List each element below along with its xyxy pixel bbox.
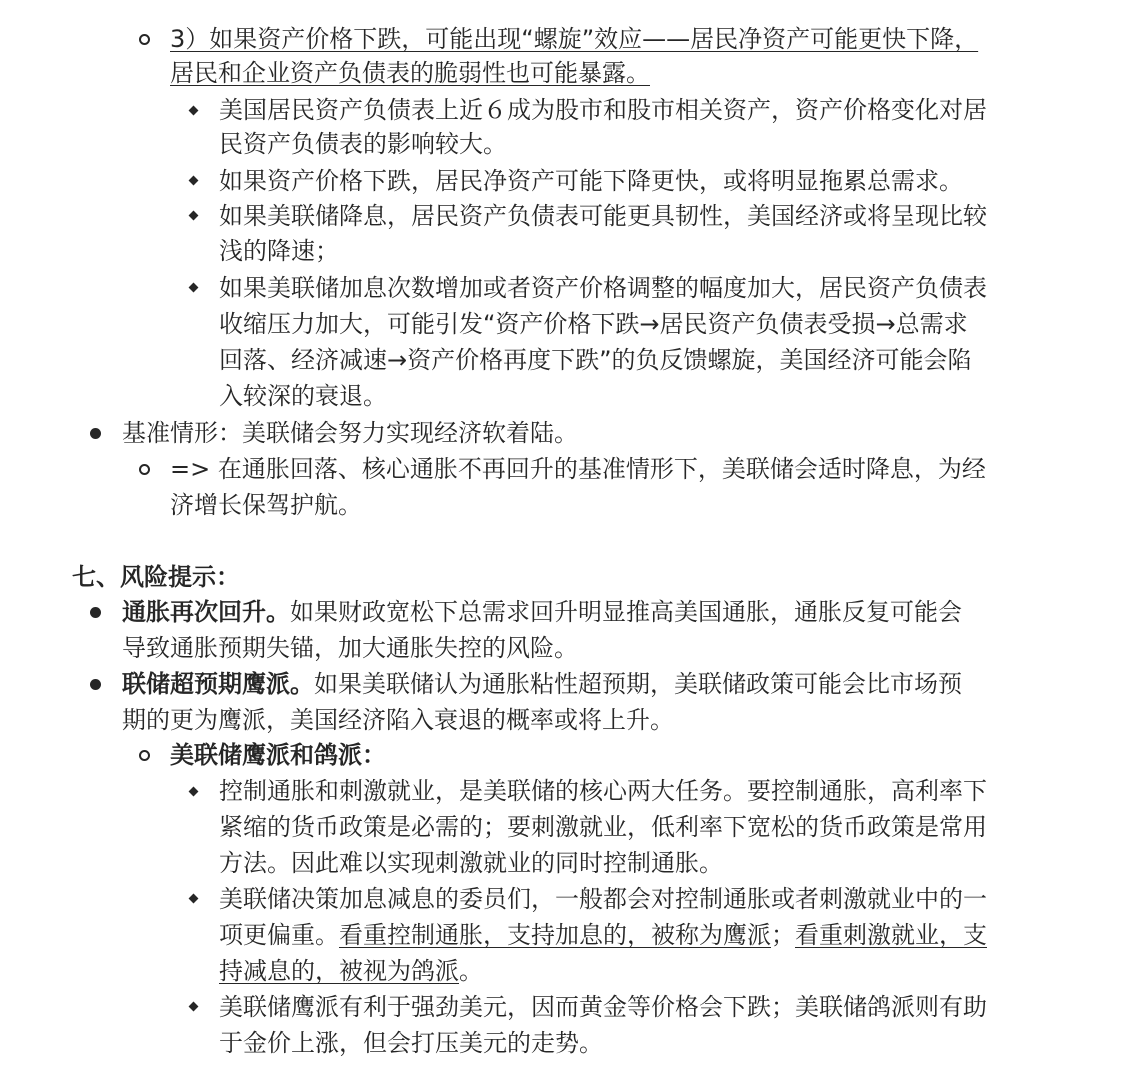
diamond-bullet-icon [189,176,199,186]
detail-4-line4: 入较深的衰退。 [219,382,387,410]
detail-1-line1: 美国居民资产负债表上近６成为股市和股市相关资产，资产价格变化对居 [219,96,987,124]
risk-1-line2: 导致通胀预期失锚，加大通胀失控的风险。 [122,634,578,662]
risk-2-text: 如果美联储认为通胀粘性超预期，美联储政策可能会比市场预 [314,670,962,698]
detail-4-line1: 如果美联储加息次数增加或者资产价格调整的幅度加大，居民资产负债表 [219,274,987,302]
hawk-2-semicolon: ； [771,921,795,949]
risk-2-title: 联储超预期鹰派。 [122,670,314,698]
sub-item-3-line1: 3）如果资产价格下跌，可能出现“螺旋”效应——居民净资产可能更快下降， [170,25,979,53]
hawk-2-period: 。 [459,957,483,985]
diamond-bullet-icon [189,787,199,797]
hawk-1-line1: 控制通胀和刺激就业，是美联储的核心两大任务。要控制通胀，高利率下 [219,777,987,805]
diamond-bullet-icon [189,106,199,116]
hawk-2-line3 [219,956,483,990]
diamond-bullet-icon [189,211,199,221]
risk-2-line2: 期的更为鹰派，美国经济陷入衰退的概率或将上升。 [122,706,674,734]
baseline-sub-line2: 济增长保驾护航。 [170,491,362,519]
hawk-2-text-a: 项更偏重。 [219,921,339,949]
hawk-dove-heading: 美联储鹰派和鸽派： [170,741,386,769]
circle-bullet-icon [139,464,150,475]
hawk-1-line2: 紧缩的货币政策是必需的；要刺激就业，低利率下宽松的货币政策是常用 [219,813,987,841]
detail-2-line1: 如果资产价格下跌，居民净资产可能下降更快，或将明显拖累总需求。 [219,167,963,195]
hawk-2-line1: 美联储决策加息减息的委员们，一般都会对控制通胀或者刺激就业中的一 [219,885,987,913]
risk-1-title: 通胀再次回升。 [122,598,290,626]
sub-item-3-line2: 居民和企业资产负债表的脆弱性也可能暴露。 [170,59,650,87]
diamond-bullet-icon [189,894,199,904]
hawk-1-line3: 方法。因此难以实现刺激就业的同时控制通胀。 [219,849,723,877]
hawk-3-line1: 美联储鹰派有利于强劲美元，因而黄金等价格会下跌；美联储鸽派则有助 [219,993,987,1021]
diamond-bullet-icon [189,1002,199,1012]
risk-2-line1 [122,669,962,703]
dove-definition-end: 持减息的，被视为鸽派 [219,957,459,985]
detail-1-line2: 民资产负债表的影响较大。 [219,130,507,158]
section-heading-risk: 七、风险提示： [72,563,240,591]
dove-definition-start: 看重刺激就业，支 [795,921,987,949]
baseline-sub-line1: => 在通胀回落、核心通胀不再回升的基准情形下，美联储会适时降息，为经 [170,455,986,483]
risk-1-line1 [122,597,962,631]
circle-bullet-icon [139,34,150,45]
hawk-definition: 看重控制通胀，支持加息的，被称为鹰派 [339,921,771,949]
baseline-scenario: 基准情形：美联储会努力实现经济软着陆。 [122,419,578,447]
disc-bullet-icon [90,607,101,618]
disc-bullet-icon [90,428,101,439]
disc-bullet-icon [90,679,101,690]
detail-4-line2: 收缩压力加大，可能引发“资产价格下跌→居民资产负债表受损→总需求 [219,310,968,338]
detail-4-line3: 回落、经济减速→资产价格再度下跌”的负反馈螺旋，美国经济可能会陷 [219,346,972,374]
detail-3-line1: 如果美联储降息，居民资产负债表可能更具韧性，美国经济或将呈现比较 [219,202,987,230]
diamond-bullet-icon [189,283,199,293]
circle-bullet-icon [139,750,150,761]
detail-3-line2: 浅的降速； [219,237,339,265]
cropped-text-fragment [300,0,780,4]
risk-1-text: 如果财政宽松下总需求回升明显推高美国通胀，通胀反复可能会 [290,598,962,626]
hawk-3-line2: 于金价上涨，但会打压美元的走势。 [219,1029,603,1057]
hawk-2-line2 [219,920,987,954]
